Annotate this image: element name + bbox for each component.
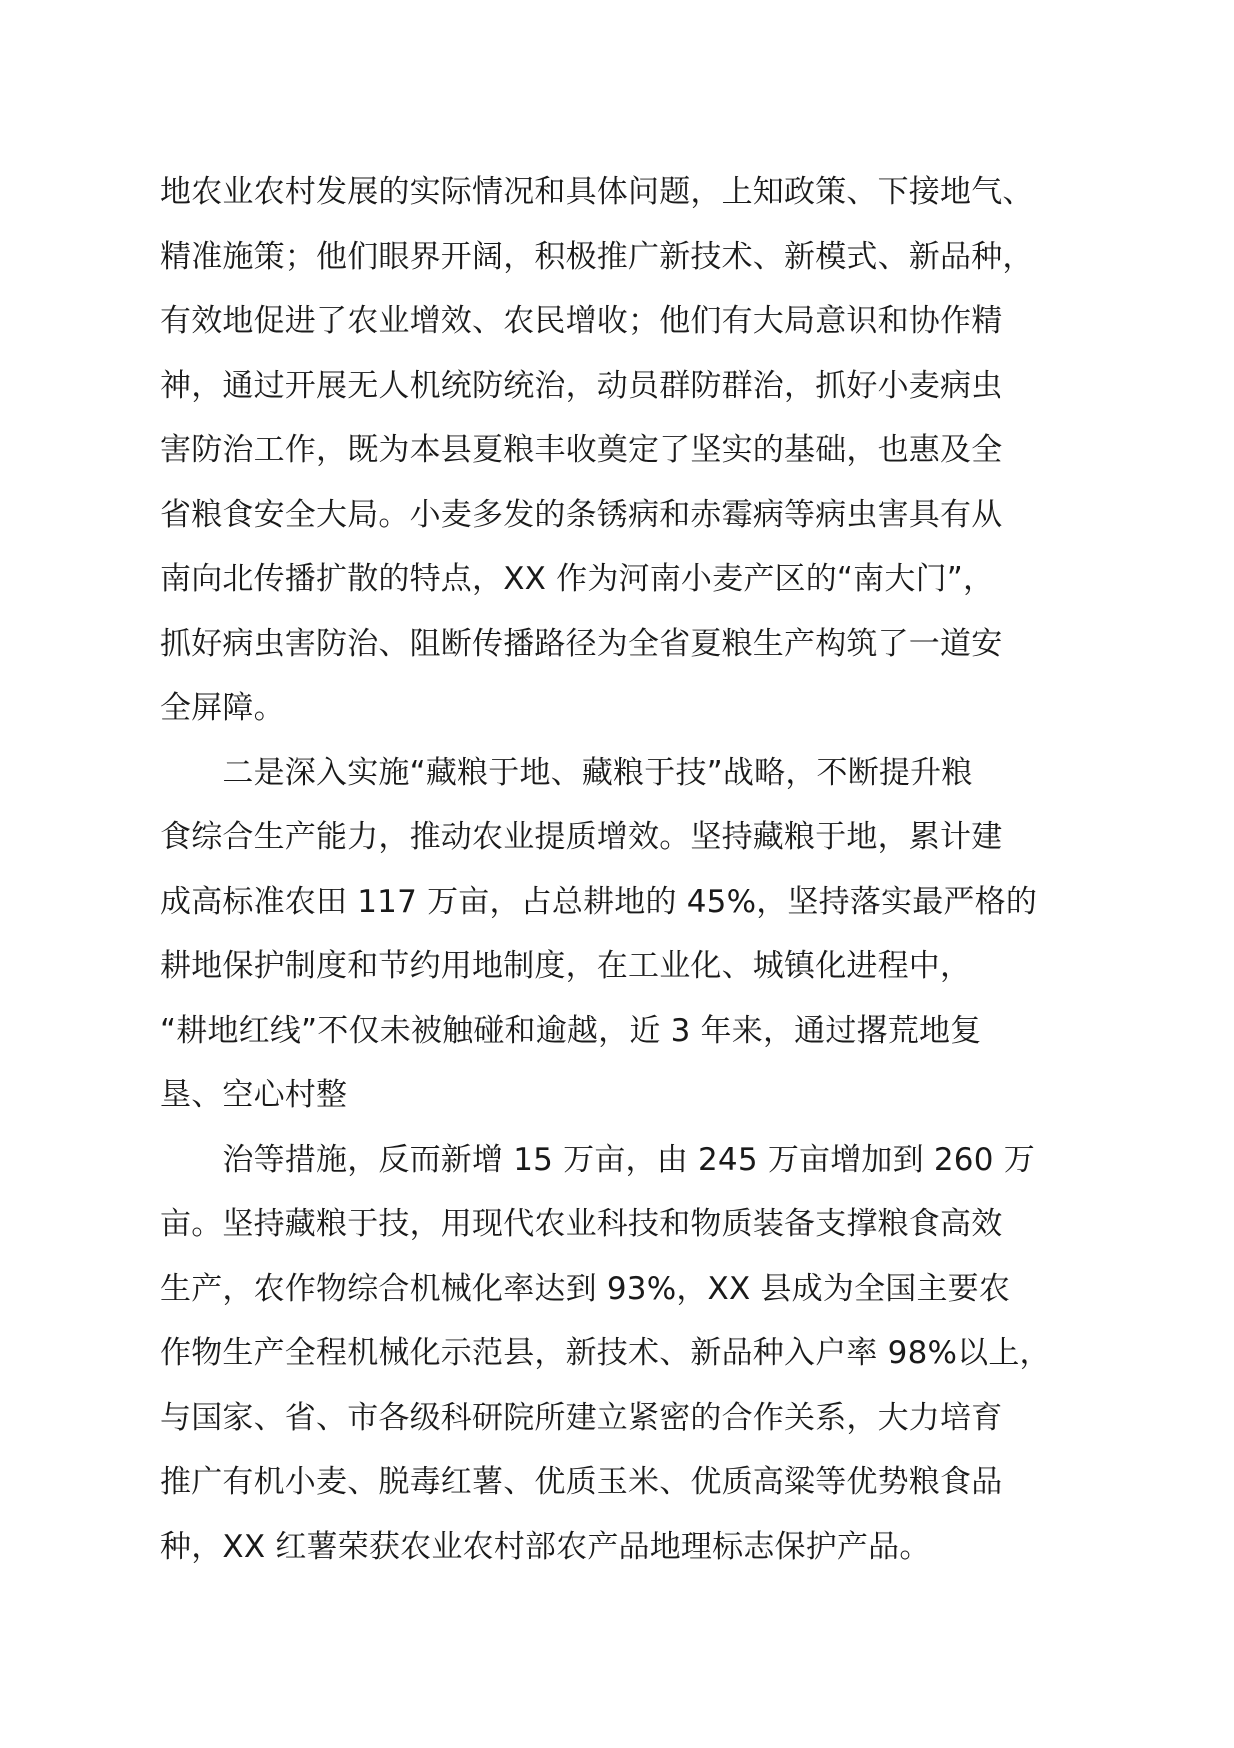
text-line: 与国家、省、市各级科研院所建立紧密的合作关系，大力培育 — [160, 1399, 1003, 1436]
text-line: 有效地促进了农业增效、农民增收；他们有大局意识和协作精 — [160, 303, 1003, 339]
text-line: 耕地保护制度和节约用地制度，在工业化、城镇化进程中， — [160, 948, 972, 984]
text-line: 食综合生产能力，推动农业提质增效。坚持藏粮于地，累计建 — [160, 819, 1003, 855]
text-line: 种，XX 红薯荣获农业农村部农产品地理标志保护产品。 — [160, 1528, 931, 1565]
text-line: 全屏障。 — [160, 690, 285, 726]
text-line: 省粮食安全大局。小麦多发的条锈病和赤霉病等病虫害具有从 — [160, 496, 1003, 533]
text-line: 地农业农村发展的实际情况和具体问题，上知政策、下接地气、 — [160, 174, 1034, 210]
text-line: 成高标准农田 117 万亩，占总耕地的 45%，坚持落实最严格的 — [160, 883, 1038, 920]
body-text — [160, 160, 1120, 1579]
text-line: 二是深入实施“藏粮于地、藏粮于技”战略，不断提升粮 — [160, 754, 973, 791]
text-line: 害防治工作，既为本县夏粮丰收奠定了坚实的基础，也惠及全 — [160, 432, 1003, 468]
text-line: 神，通过开展无人机统防统治，动员群防群治，抓好小麦病虫 — [160, 367, 1003, 404]
text-line: 精准施策；他们眼界开阔，积极推广新技术、新模式、新品种， — [160, 238, 1034, 275]
text-line: “耕地红线”不仅未被触碰和逾越，近 3 年来，通过撂荒地复 — [160, 1012, 982, 1049]
text-line: 抓好病虫害防治、阻断传播路径为全省夏粮生产构筑了一道安 — [160, 625, 1003, 662]
text-line: 推广有机小麦、脱毒红薯、优质玉米、优质高粱等优势粮食品 — [160, 1464, 1003, 1500]
text-line: 垦、空心村整 — [160, 1077, 348, 1113]
text-line: 亩。坚持藏粮于技，用现代农业科技和物质装备支撑粮食高效 — [160, 1206, 1003, 1242]
text-line: 生产，农作物综合机械化率达到 93%，XX 县成为全国主要农 — [160, 1270, 1011, 1307]
text-line: 作物生产全程机械化示范县，新技术、新品种入户率 98%以上， — [160, 1335, 1051, 1371]
text-line: 治等措施，反而新增 15 万亩，由 245 万亩增加到 260 万 — [160, 1141, 1035, 1178]
text-line: 南向北传播扩散的特点，XX 作为河南小麦产区的“南大门”， — [160, 561, 995, 597]
